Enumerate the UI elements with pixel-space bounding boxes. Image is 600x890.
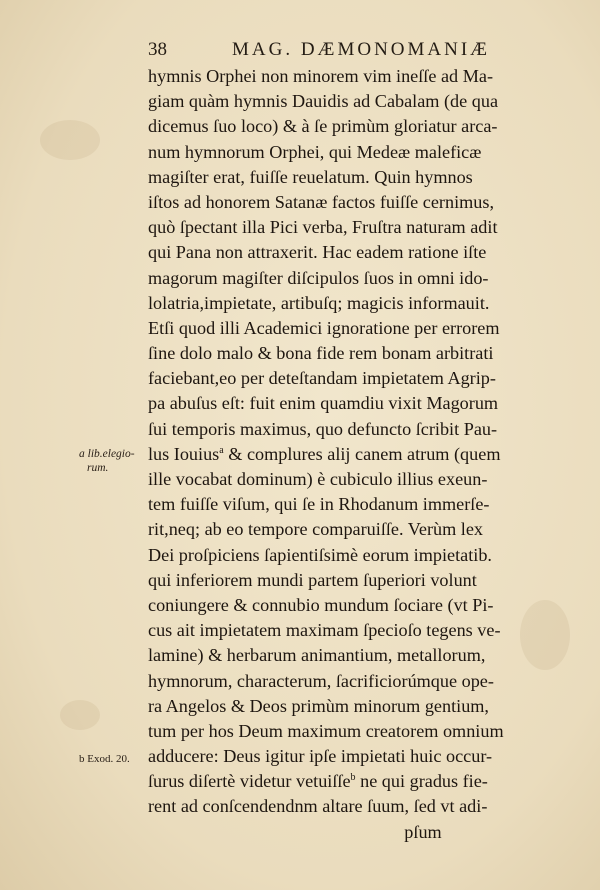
text-line: magiſter erat, fuiſſe reuelatum. Quin hymnos [148,166,473,187]
text-line: rent ad conſcendendnm altare ſuum, ſed vt adi- [148,796,488,817]
margin-note-a [79,447,135,475]
text-line: lamine) & herbarum animantium, metallorum, [148,645,486,666]
text-line: ſine dolo malo & bona fide rem bonam arbitrati [148,343,494,364]
text-fragment: ſurus diſertè videtur vetuiſſe [148,771,351,792]
note-marker-b: b [350,772,356,784]
text-line-with-note-a [148,442,578,467]
text-line: magorum magiſter diſcipulos ſuos in omni ido- [148,267,489,288]
text-line: hymnis Orphei non minorem vim ineſſe ad Ma- [148,66,493,86]
text-line: tem fuiſſe viſum, qui ſe in Rhodanum immerſe- [148,494,490,515]
text-line: giam quàm hymnis Dauidis ad Cabalam (de qua [148,91,499,112]
text-line: tum per hos Deum maximum creatorem omnium [148,720,504,741]
text-line: faciebant,eo per deteſtandam impietatem Agrip- [148,368,496,389]
catchword-line: pſum [404,821,442,842]
text-line: cus ait impietatem maximam ſpecioſo tegens ve- [148,620,501,641]
text-line: qui inferiorem mundi partem ſuperiori volunt [148,569,477,590]
margin-note-b: b Exod. 20. [79,753,130,765]
text-line-with-note-b [148,769,578,794]
text-fragment: ne qui gradus fie- [360,771,488,792]
text-line: coniungere & connubio mundum ſociare (vt Pi- [148,594,494,615]
text-line: ra Angelos & Deos primùm minorum gentium, [148,695,489,716]
text-line: qui Pana non attraxerit. Hac eadem ratione iſte [148,242,487,263]
text-line: Dei proſpiciens ſapientiſsimè eorum impietatib. [148,544,492,565]
paper-stain [60,700,100,730]
text-line: num hymnorum Orphei, qui Medeæ maleficæ [148,141,482,162]
text-line: adducere: Deus igitur ipſe impietati huic occur- [148,746,493,767]
running-head: MAG. DÆMONOMANIÆ [232,39,491,60]
text-line: lolatria,impietate, artibuſq; magicis informauit. [148,292,490,313]
text-line: rit,neq; ab eo tempore comparuiſſe. Verùm lex [148,519,484,540]
text-line: pa abuſus eſt: fuit enim quamdiu vixit Magorum [148,393,499,414]
page-number: 38 [148,39,167,60]
margin-note-a-line1: a lib.elegio- [79,448,135,460]
text-line: quò ſpectant illa Pici verba, Fruſtra naturam adit [148,217,498,238]
text-line: iſtos ad honorem Satanæ factos fuiſſe cernimus, [148,191,494,212]
body-text [148,64,578,845]
text-line: hymnorum, characterum, ſacrificiorúmque ope- [148,670,494,691]
page-header [148,39,568,65]
text-line: Etſi quod illi Academici ignoratione per errorem [148,317,500,338]
text-fragment: lus Iouius [148,443,220,464]
text-line: dicemus ſuo loco) & à ſe primùm gloriatur arca- [148,116,498,137]
text-fragment: & complures alij canem atrum (quem [228,443,501,464]
margin-note-a-line2: rum. [87,462,109,474]
note-marker-a: a [219,444,224,456]
paper-stain [40,120,100,160]
text-line: ſui temporis maximus, quo defuncto ſcribit Pau- [148,418,498,439]
text-line: ille vocabat dominum) è cubiculo illius exeun- [148,469,488,489]
